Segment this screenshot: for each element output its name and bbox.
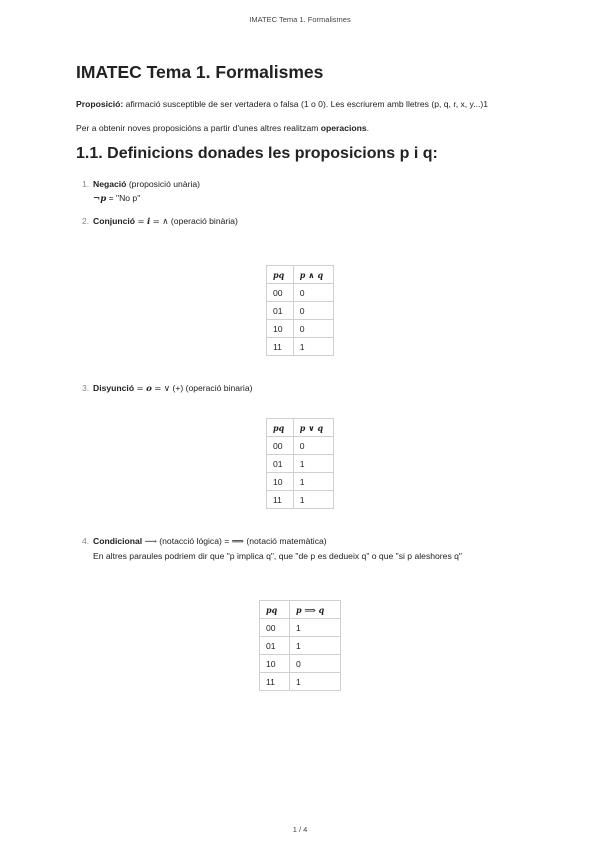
truth-table-disjunction: pq p ∨ q 00 0 01 1 10 1 11 1 xyxy=(266,418,334,509)
table-row: 11 1 xyxy=(267,491,334,509)
and-symbol: ∧ xyxy=(162,217,169,227)
list-item-disjunction: 3. Disyunció = o = ∨ (+) (operació binaria) xyxy=(82,383,253,394)
definition-term: Proposició: xyxy=(76,99,124,109)
arrow-symbol: ⟶ xyxy=(144,537,157,547)
definition-text: afirmació susceptible de ser vertadera o falsa (1 o 0). Les escriurem amb lletres (p, q, r, x, y...)1 xyxy=(123,99,489,109)
definition-paragraph xyxy=(76,97,526,111)
table-row: 00 1 xyxy=(260,619,341,637)
document-body xyxy=(76,62,526,229)
formula-negation: ¬p xyxy=(93,194,107,204)
section-title: 1.1. Definicions donades les proposicions p i q: xyxy=(76,145,438,162)
page-title: IMATEC Tema 1. Formalismes xyxy=(76,62,324,82)
table-row: 01 1 xyxy=(260,637,341,655)
table-row: 01 1 xyxy=(267,455,334,473)
table-row: 11 1 xyxy=(267,338,334,356)
operations-paragraph: Per a obtenir noves proposicións a partir d'unes altres realitzam operacions. xyxy=(76,123,370,133)
table-row: 10 0 xyxy=(260,655,341,673)
operations-term: operacions xyxy=(320,123,367,133)
table-row: 00 0 xyxy=(267,284,334,302)
running-header: IMATEC Tema 1. Formalismes xyxy=(249,15,351,24)
truth-table-conditional: pq p ⟹ q 00 1 01 1 10 0 11 1 xyxy=(259,600,341,691)
page-number: 1 / 4 xyxy=(292,825,308,834)
truth-table-conjunction: pq p ∧ q 00 0 01 0 10 0 11 1 xyxy=(266,265,334,356)
list-item-conjunction: 2. Conjunció = i = ∧ (operació binària) xyxy=(82,216,238,227)
list-item-negation: 1. Negació (proposició unària) ¬p = "No p" xyxy=(82,179,200,204)
implies-symbol: ⟹ xyxy=(231,537,244,547)
table-row: 01 0 xyxy=(267,302,334,320)
table-row: 10 1 xyxy=(267,473,334,491)
list-item-conditional: 4. Condicional ⟶ (notacció lógica) = ⟹ (notació matemàtica) En altres paraules podriem dir que "p implica q", que "de p es dedueix q" o que "si p aleshores q" xyxy=(82,536,462,561)
table-row: 11 1 xyxy=(260,673,341,691)
operations-list xyxy=(76,177,526,229)
or-symbol: ∨ xyxy=(163,384,171,394)
table-row: 10 0 xyxy=(267,320,334,338)
conditional-explanation: En altres paraules podriem dir que "p implica q", que "de p es dedueix q" o que "si p aleshores q" xyxy=(93,551,462,561)
table-row: 00 0 xyxy=(267,437,334,455)
